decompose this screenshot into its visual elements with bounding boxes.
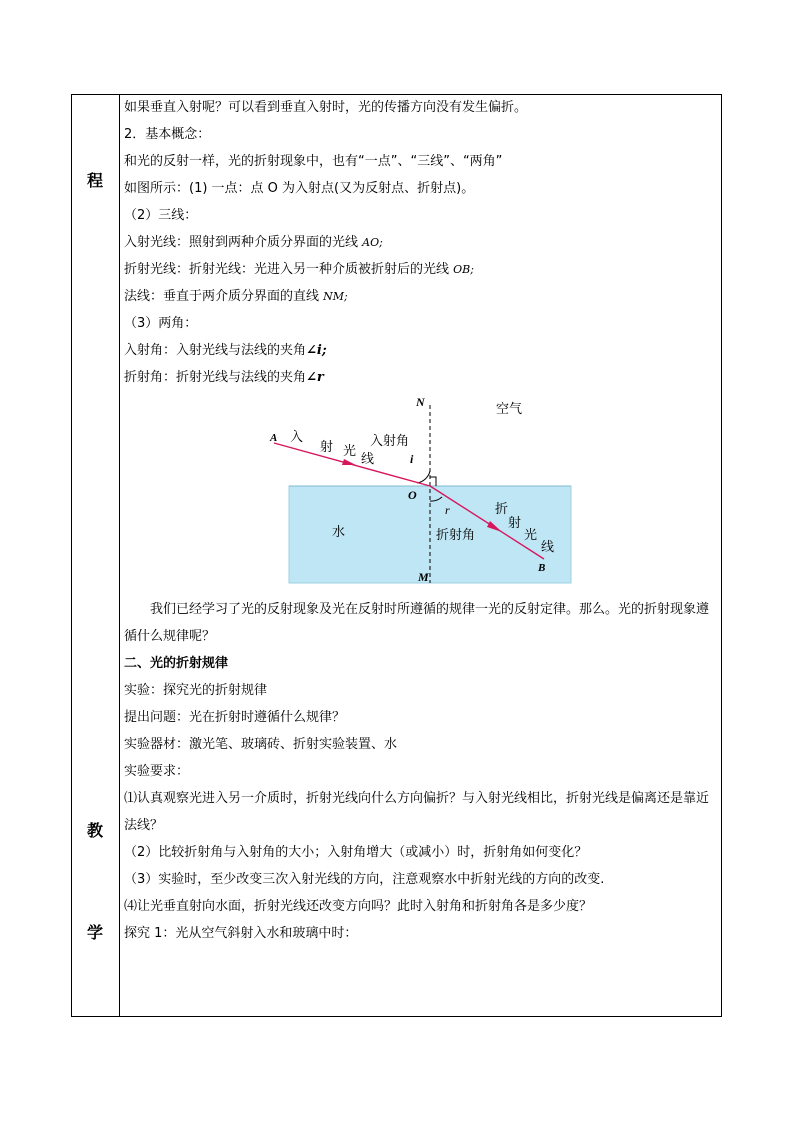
text-line: 如果垂直入射呢？可以看到垂直入射时，光的传播方向没有发生偏折。	[124, 100, 528, 115]
definition-text: 入射光线：照射到两种介质分界面的光线	[124, 235, 363, 250]
label-i: i	[410, 452, 414, 466]
requirement-item: ⑷让光垂直射向水面，折射光线还改变方向吗？此时入射角和折射角各是多少度？	[124, 899, 593, 914]
text-line	[124, 256, 718, 283]
incident-ray-char: 入	[290, 430, 304, 445]
definition-text: 折射光线：折射光线：光进入另一种介质被折射后的光线	[124, 262, 454, 277]
text-line: （3）两角：	[124, 316, 198, 331]
table-column-divider	[119, 94, 120, 1017]
text-line	[124, 283, 718, 310]
symbol-angle-i: ∠i;	[306, 343, 327, 358]
text-line: 和光的反射一样，光的折射现象中，也有“一点”、“三线”、“两角”	[124, 154, 503, 169]
refracted-ray-char: 线	[541, 540, 555, 555]
content-column	[124, 94, 718, 947]
requirement-item: （2）比较折射角与入射角的大小；入射角增大（或减小）时，折射角如何变化？	[124, 845, 588, 860]
text-line: 探究 1：光从空气斜射入水和玻璃中时：	[124, 926, 358, 941]
definition-text: 法线：垂直于两介质分界面的直线	[124, 289, 324, 304]
section-heading: 二、光的折射规律	[124, 656, 229, 671]
incident-ray-char: 光	[343, 444, 357, 459]
refracted-ray-char: 射	[508, 516, 522, 531]
side-label-cheng: 程	[86, 171, 103, 190]
definition-text: 折射角：折射光线与法线的夹角	[124, 370, 307, 385]
text-line: 提出问题：光在折射时遵循什么规律？	[124, 710, 346, 725]
label-o: O	[408, 488, 417, 502]
label-a: A	[270, 432, 278, 444]
refracted-ray-char: 折	[495, 502, 509, 517]
label-m: M	[418, 570, 429, 584]
label-n: N	[416, 395, 425, 409]
incident-ray-char: 射	[320, 440, 334, 455]
requirement-item: （3）实验时，至少改变三次入射光线的方向，注意观察水中折射光线的方向的改变.	[124, 872, 605, 887]
incident-ray-char: 线	[361, 452, 375, 467]
definition-text: 入射角：入射光线与法线的夹角	[124, 343, 307, 358]
refraction-diagram	[124, 391, 718, 596]
side-label-jiao: 教	[86, 821, 103, 840]
text-line: 2．基本概念：	[124, 127, 211, 142]
text-line: （2）三线：	[124, 208, 198, 223]
text-line: 实验要求：	[124, 764, 190, 779]
text-line	[124, 364, 718, 391]
text-line	[124, 337, 718, 364]
requirement-item: ⑴认真观察光进入另一介质时，折射光线向什么方向偏折？与入射光线相比，折射光线是偏离还是靠近法线？	[124, 791, 710, 833]
symbol-ob: OB;	[453, 263, 474, 276]
label-r: r	[445, 503, 450, 517]
refracted-ray-char: 光	[524, 528, 538, 543]
right-angle-mark	[430, 477, 436, 486]
label-air: 空气	[496, 402, 523, 417]
text-line: 实验：探究光的折射规律	[124, 683, 268, 698]
side-label-xue: 学	[86, 923, 103, 942]
incident-ray-arrowhead	[342, 459, 356, 465]
symbol-ao: AO;	[362, 236, 383, 249]
angle-i-arc	[417, 471, 430, 483]
label-refraction-angle: 折射角	[436, 528, 476, 543]
text-line: 实验器材：激光笔、玻璃砖、折射实验装置、水	[124, 737, 398, 752]
label-incident-angle: 入射角	[370, 434, 410, 449]
symbol-nm: NM;	[323, 290, 348, 303]
paragraph-intro-law: 我们已经学习了光的反射现象及光在反射时所遵循的规律一光的反射定律。那么。光的折射现象遵循什么规律呢？	[124, 602, 710, 644]
symbol-angle-r: ∠r	[306, 370, 324, 385]
text-line: 如图所示：(1) 一点：点 O 为入射点(又为反射点、折射点)。	[124, 181, 475, 196]
label-b: B	[538, 562, 546, 574]
text-line	[124, 229, 718, 256]
label-water: 水	[332, 525, 346, 540]
